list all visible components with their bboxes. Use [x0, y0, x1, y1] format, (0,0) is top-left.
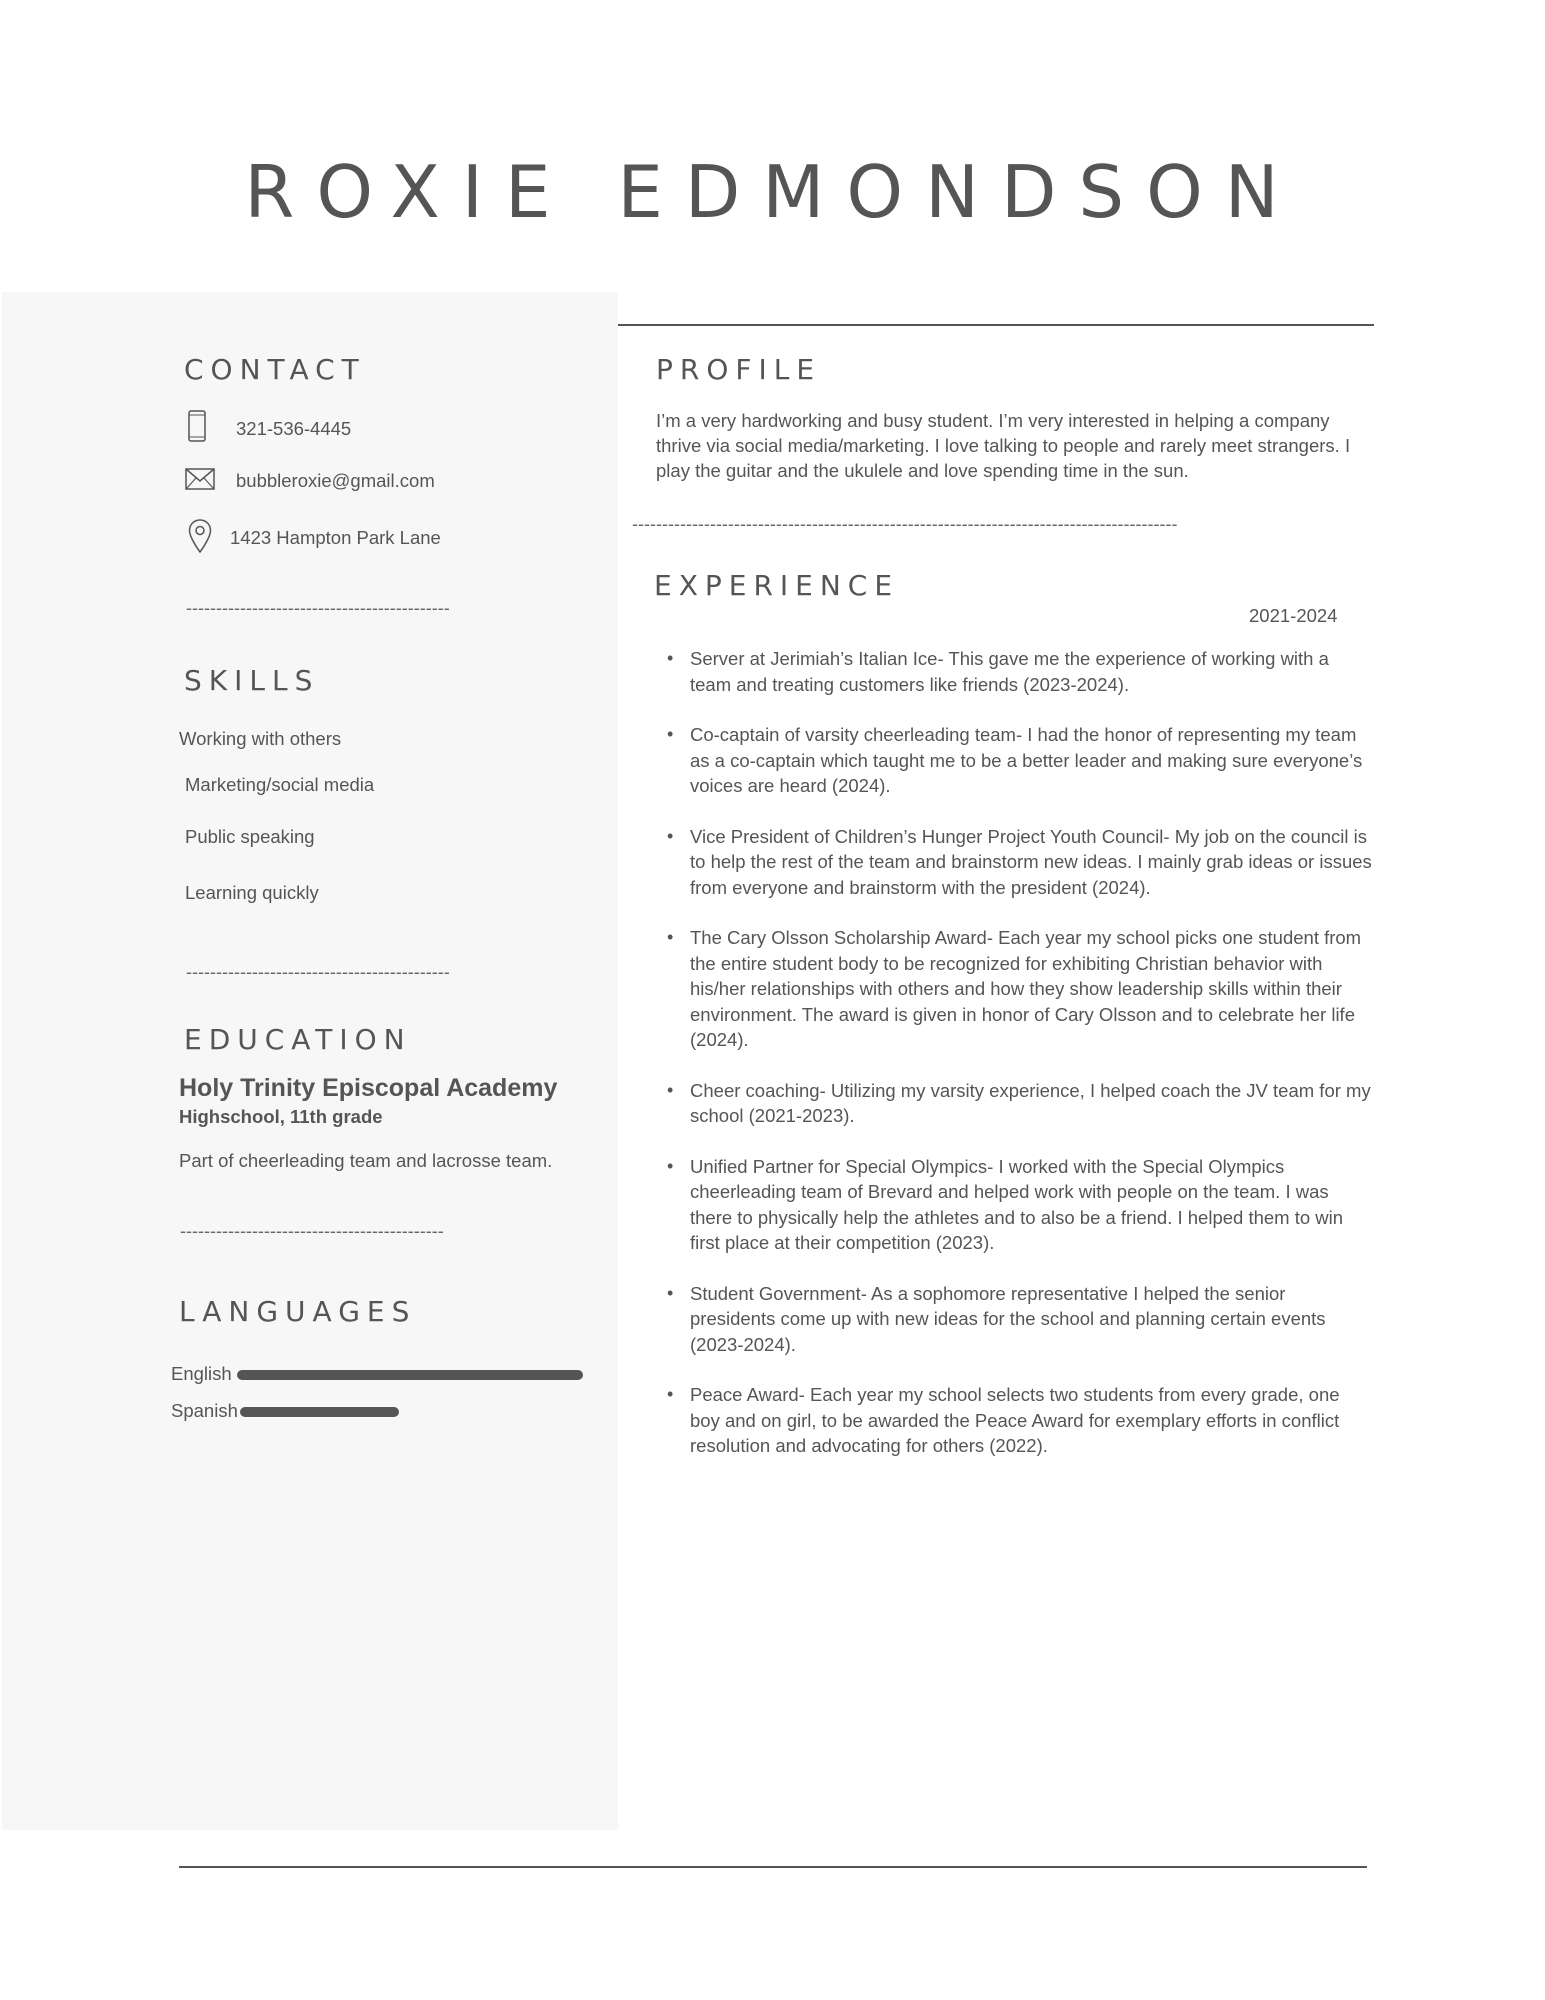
experience-item: • Student Government- As a sophomore representative I helped the senior presidents come up with new ideas for the school and planning certain events (2023-2024). [662, 1281, 1372, 1358]
sidebar [2, 292, 618, 1830]
language-spanish-label: Spanish [171, 1400, 238, 1421]
experience-list [662, 646, 1372, 1484]
envelope-icon [185, 468, 215, 495]
contact-address: 1423 Hampton Park Lane [230, 527, 441, 548]
languages-heading: LANGUAGES [179, 1295, 417, 1328]
skills-heading: SKILLS [184, 664, 320, 697]
experience-heading: EXPERIENCE [654, 569, 900, 602]
language-english-label: English [171, 1363, 232, 1384]
skills-separator: -------------------------------------------- [186, 962, 450, 982]
experience-item: • Co-captain of varsity cheerleading team- I had the honor of representing my team as a co-captain which taught me to be a better leader and making sure everyone’s voices are heard (2024). [662, 722, 1372, 799]
skill-item: Public speaking [185, 826, 315, 847]
school-name: Holy Trinity Episcopal Academy [179, 1074, 558, 1102]
bottom-divider [179, 1866, 1367, 1868]
education-description: Part of cheerleading team and lacrosse team. [179, 1150, 553, 1171]
profile-text: I’m a very hardworking and busy student. I’m very interested in helping a company thrive via social media/marketing. I love talking to people and rarely meet strangers. I play the guitar and the ukulele and love spending time in the sun. [656, 410, 1351, 481]
skill-item: Marketing/social media [185, 774, 375, 795]
page-title: ROXIE EDMONDSON [244, 150, 1301, 234]
contact-email: bubbleroxie@gmail.com [236, 470, 435, 491]
experience-item: • Cheer coaching- Utilizing my varsity experience, I helped coach the JV team for my school (2021-2023). [662, 1078, 1372, 1129]
contact-separator: -------------------------------------------- [186, 598, 450, 618]
school-grade: Highschool, 11th grade [179, 1106, 383, 1127]
language-english-bar [237, 1370, 583, 1380]
experience-item: • The Cary Olsson Scholarship Award- Each year my school picks one student from the entire student body to be recognized for exhibiting Christian behavior with his/her relationships with others and how they show leadership skills within their environment. The award is given in honor of Cary Olsson and to celebrate her life (2024). [662, 925, 1372, 1053]
education-heading: EDUCATION [184, 1023, 412, 1056]
contact-heading: CONTACT [184, 353, 366, 386]
experience-item: • Vice President of Children’s Hunger Project Youth Council- My job on the council is to help the rest of the team and brainstorm new ideas. I mainly grab ideas or issues from everyone and brainstorm with the president (2024). [662, 824, 1372, 901]
experience-item: • Server at Jerimiah’s Italian Ice- This gave me the experience of working with a team and treating customers like friends (2023-2024). [662, 646, 1372, 697]
skill-item: Working with others [179, 728, 342, 749]
profile-heading: PROFILE [656, 353, 822, 386]
experience-item: • Unified Partner for Special Olympics- I worked with the Special Olympics cheerleading team of Brevard and helped work with people on the team. I was there to physically help the athletes and to also be a friend. I helped them to win first place at their competition (2023). [662, 1154, 1372, 1256]
profile-separator: ------------------------------------------------------------------------------------------- [632, 514, 1178, 534]
experience-item: • Peace Award- Each year my school selects two students from every grade, one boy and on girl, to be awarded the Peace Award for exemplary efforts in conflict resolution and advocating for others (2022). [662, 1382, 1372, 1459]
phone-icon [188, 410, 206, 447]
experience-date-range: 2021-2024 [1249, 605, 1338, 626]
map-pin-icon [188, 519, 212, 558]
language-spanish-bar [240, 1407, 399, 1417]
top-divider [618, 324, 1374, 326]
education-separator: -------------------------------------------- [180, 1221, 444, 1241]
contact-phone: 321-536-4445 [236, 418, 352, 439]
skill-item: Learning quickly [185, 882, 319, 903]
